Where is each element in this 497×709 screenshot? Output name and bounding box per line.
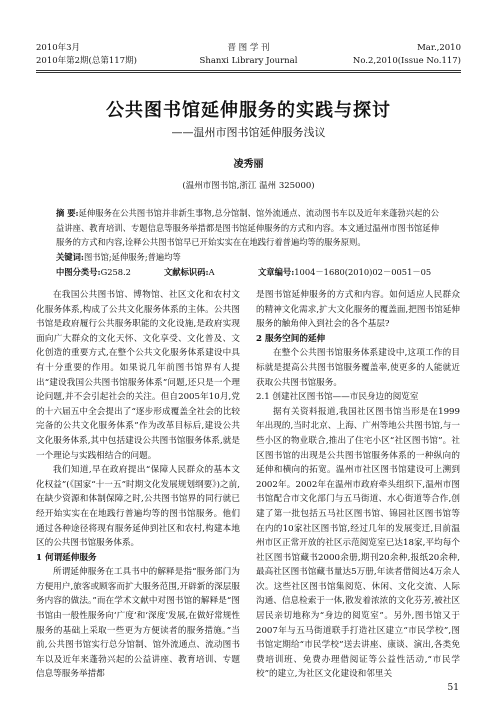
article-subtitle: ——温州市图书馆延伸服务浅议: [171, 126, 326, 139]
journal-name-cn: 晋 图 学 刊: [227, 43, 270, 53]
header-rule: [36, 70, 461, 71]
body-paragraph: 在整个公共图书馆服务体系建设中,这项工作的目标就是提高公共图书馆服务覆盖率,使更多的人能就近获取公共图书馆服务。: [256, 348, 460, 388]
abstract: [56, 206, 439, 250]
section-heading: 2.1 创建社区图书馆——市民身边的阅览室: [256, 392, 419, 403]
keywords-text: 图书馆;延伸服务;普遍均等: [83, 252, 181, 262]
page-number: 51: [447, 683, 459, 693]
header-date-issue-en: [353, 42, 461, 68]
header-date-en: Mar.,2010: [417, 43, 461, 53]
clc-label: 中图分类号:: [56, 267, 101, 277]
section-heading: 1 何谓延伸服务: [36, 552, 97, 563]
keywords-label: 关键词:: [56, 252, 84, 262]
body-paragraph: 据有关资料报道,我国社区图书馆当形是在1999年出现的,当时北京、上海、广州等地公共图书馆,与一些小区的物业联合,推出了住宅小区“社区图书馆”。社区图书馆的出现是公共图书馆服务体系的一种纵向的延伸和横向的拓宽。温州市社区图书馆建设可上溯到2002年。2002年在温州市政府牵头组织下,温州市图书馆配合市文化部门与五马街道、水心街道等合作,创建了第一批包括五马社区图书馆、锦园社区图书馆等在内的10家社区图书馆,经过几年的发展变迁,目前温州市区正常开放的社区示范阅览室已达18家,平均每个社区图书馆藏书2000余册,期刊20余种,报纸20余种,最高社区图书馆藏书量达5万册,年读者借阅达4万余人次。这些社区图书馆集阅览、休闲、文化交流、人际沟通、信息检索于一体,散发着浓浓的文化芬芳,被社区居民亲切地称为“身边的阅览室”。另外,图书馆又于2007年与五马街道联手打造社区建立“市民学校”,图书馆定期给“市民学校”送去讲座、康谈、演出,各类免费培训班、免费办理借阅证等公益性活动,“市民学校”的建立,为社区文化建设和邻里关: [256, 406, 460, 680]
doc-code-label: 文献标识码:: [164, 267, 209, 277]
abstract-text: 延伸服务在公共图书馆并非新生事物,总分馆制、馆外流通点、流动图书车以及近年来蓬勃兴起的公益讲座、教育培训、专题信息等服务举措都是图书馆延伸服务的方式和内容。本文通过温州市图书馆延伸服务的方式和内容,诠释公共图书馆早已开始实实在在地践行着普遍均等的服务原则。: [56, 208, 439, 247]
doc-code-value: A: [208, 267, 215, 277]
article-no-value: 1004－1680(2010)02－0051－05: [294, 267, 432, 277]
header-rule-thin: [36, 72, 461, 73]
author-name: 凌秀丽: [233, 159, 264, 170]
article-no-field: [258, 266, 431, 278]
body-column-right: [256, 288, 460, 682]
body-paragraph: 是图书馆延伸服务的方式和内容。如何适应人民群众的精神文化需求,扩大文化服务的覆盖面,把图书馆延伸服务的触角伸入到社会的各个基层?: [256, 290, 460, 330]
clc-field: [56, 266, 131, 278]
author-affiliation: (温州市图书馆,浙江 温州 325000): [182, 181, 315, 191]
header-issue-en: No.2,2010(Issue No.117): [352, 56, 461, 66]
header-issue: 2010年第2期(总第117期): [36, 56, 137, 66]
section-heading: 2 服务空间的延伸: [256, 333, 326, 344]
body-paragraph: 所谓延伸服务在工具书中的解释是指“服务部门为方便用户,旅客或顾客而扩大服务范围,开辟新的深层服务内容的做法。”而在学术文献中对图书馆的解释是“图书馆由一般性服务向‘广度’和‘深度’发展,在做好常规性服务的基础上采取一些更为方便读者的服务措施。”当前,公共图书馆实行总分馆制、馆外流通点、流动图书车以及近年来蓬勃兴起的公益讲座、教育培训、专题信息等服务举措都: [36, 567, 240, 680]
article-title: 公共图书馆延伸服务的实践与探讨: [106, 100, 391, 121]
abstract-label: 摘 要:: [56, 208, 79, 218]
doc-code-field: [164, 266, 215, 278]
header-date: 2010年3月: [36, 43, 81, 53]
article-no-label: 文章编号:: [258, 267, 295, 277]
body-paragraph: 我们知道,早在政府提出“保障人民群众的基本文化权益”(《国家“十一五”时期文化发展规划纲要》)之前,在缺少资源和体制保障之时,公共图书馆界的同行就已经开始实实在在地践行普遍均等的图书馆服务。他们通过各种途径将现有服务延伸到社区和农村,构建本地区的公共图书馆服务体系。: [36, 465, 240, 549]
body-column-left: [36, 288, 240, 682]
body-paragraph: 在我国公共图书馆、博物馆、社区文化和农村文化服务体系,构成了公共文化服务体系的主体。公共图书馆是政府履行公共服务职能的文化设施,是政府实现面向广大群众的文化天怀、文化享受、文化普及、文化创造的重要方式,在整个公共文化服务体系建设中具有十分重要的作用。如果说几年前图书馆界有人提出“建设我国公共图书馆服务体系”问题,还只是一个理论问题,并不会引起社会的关注。但自2005年10月,党的十六届五中全会提出了“逐步形成覆盖全社会的比较完备的公共文化服务体系”作为改革目标后,建设公共文化服务体系,其中包括建设公共图书馆服务体系,就是一个理论与实践相结合的问题。: [36, 290, 240, 461]
keywords: [56, 251, 181, 263]
clc-value: G258.2: [100, 267, 131, 277]
journal-name-en: Shanxi Library Journal: [199, 56, 298, 66]
